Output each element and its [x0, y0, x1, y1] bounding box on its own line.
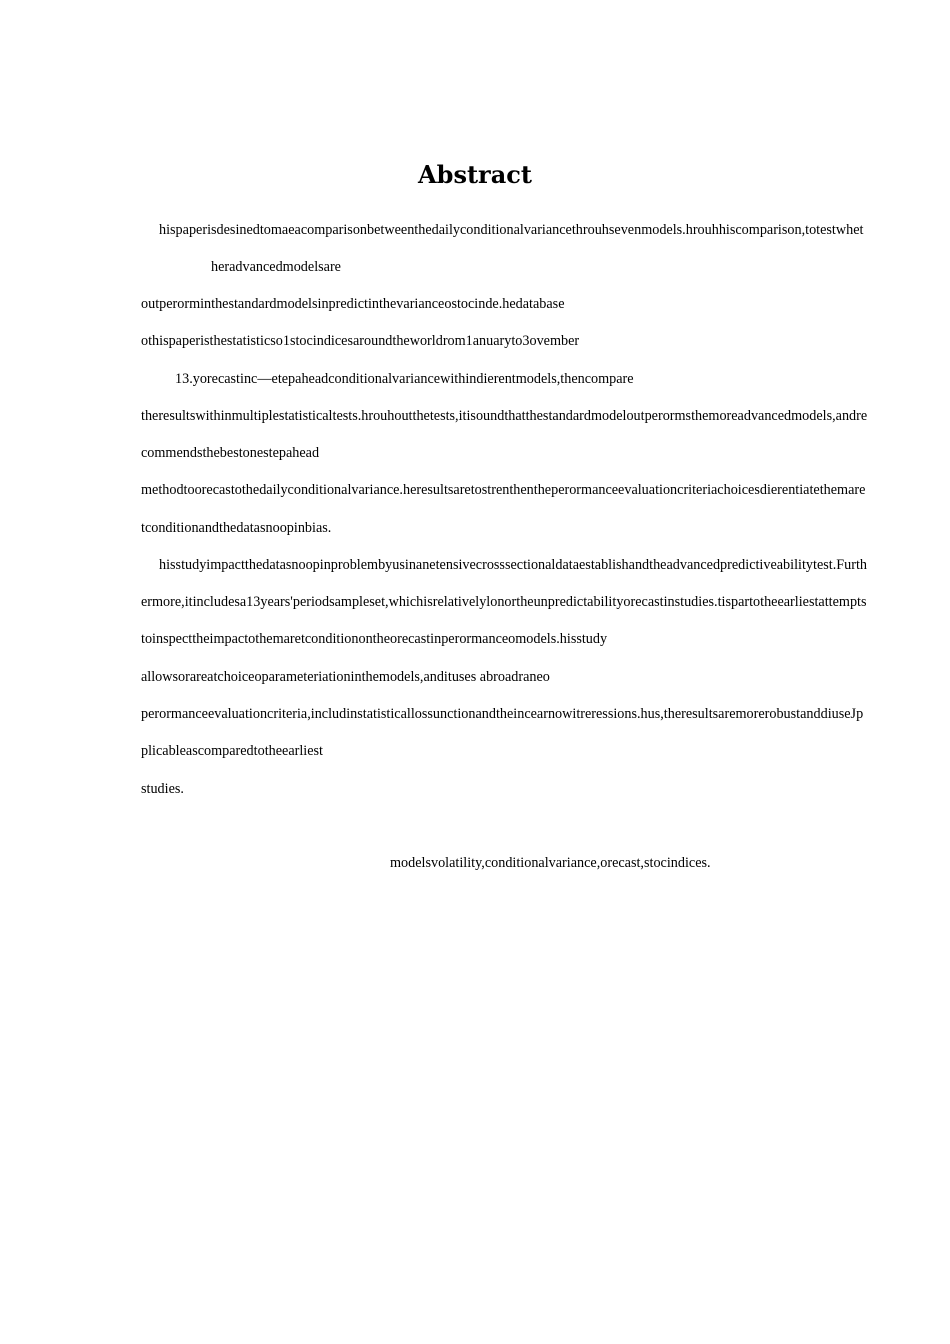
abstract-line-2: heradvancedmodelsare: [211, 259, 341, 275]
abstract-line-3: outperorminthestandardmodelsinpredictinthevarianceostocinde.hedatabase: [141, 296, 565, 312]
abstract-line-10: hisstudyimpactthedatasnoopinproblembyusinanetensivecrosssectionaldataestablishandtheadvancedpredictiveabilitytest.Furth: [159, 557, 868, 573]
abstract-line-8: methodtoorecastothedailyconditionalvariance.heresultsaretostrenthentheperormanceevaluationcriteriachoicesdierentiatethemare: [141, 482, 866, 498]
abstract-line-11: ermore,itincludesa13years'periodsampleset,whichisrelativelylonortheunpredictabilityorecastinstudies.tispartotheearliestattempts: [141, 594, 867, 610]
keywords-line: modelsvolatility,conditionalvariance,orecast,stocindices.: [390, 855, 711, 871]
abstract-line-7: commendsthebestonestepahead: [141, 445, 320, 461]
abstract-line-13: allowsorareatchoiceoparameteriationinthemodels,andituses abroadraneo: [141, 669, 550, 685]
abstract-line-9: tconditionandthedatasnoopinbias.: [141, 520, 332, 536]
abstract-line-14: perormanceevaluationcriteria,includinstatisticallossunctionandtheincearnowitreressions.hus,theresultsaremorerobustanddiuseJp: [141, 706, 864, 722]
abstract-line-5: 13.yorecastinc—etepaheadconditionalvariancewithindierentmodels,thencompare: [175, 371, 634, 387]
abstract-line-4: othispaperisthestatisticso1stocindicesaroundtheworldrom1anuaryto3ovember: [141, 333, 580, 349]
abstract-line-12: toinspecttheimpactothemaretconditionontheorecastinperormanceomodels.hisstudy: [141, 631, 608, 647]
abstract-line-6: theresultswithinmultiplestatisticaltests.hrouhoutthetests,itisoundthatthestandardmodeloutperormsthemoreadvancedmodels,andre: [141, 408, 868, 424]
abstract-heading: Abstract: [418, 160, 532, 189]
abstract-line-1: hispaperisdesinedtomaeacomparisonbetweenthedailyconditionalvariancethrouhsevenmodels.hrouhhiscomparison,totestwhet: [159, 222, 864, 238]
abstract-line-15: plicableascomparedtotheearliest: [141, 743, 323, 759]
abstract-line-16: studies.: [141, 781, 184, 797]
